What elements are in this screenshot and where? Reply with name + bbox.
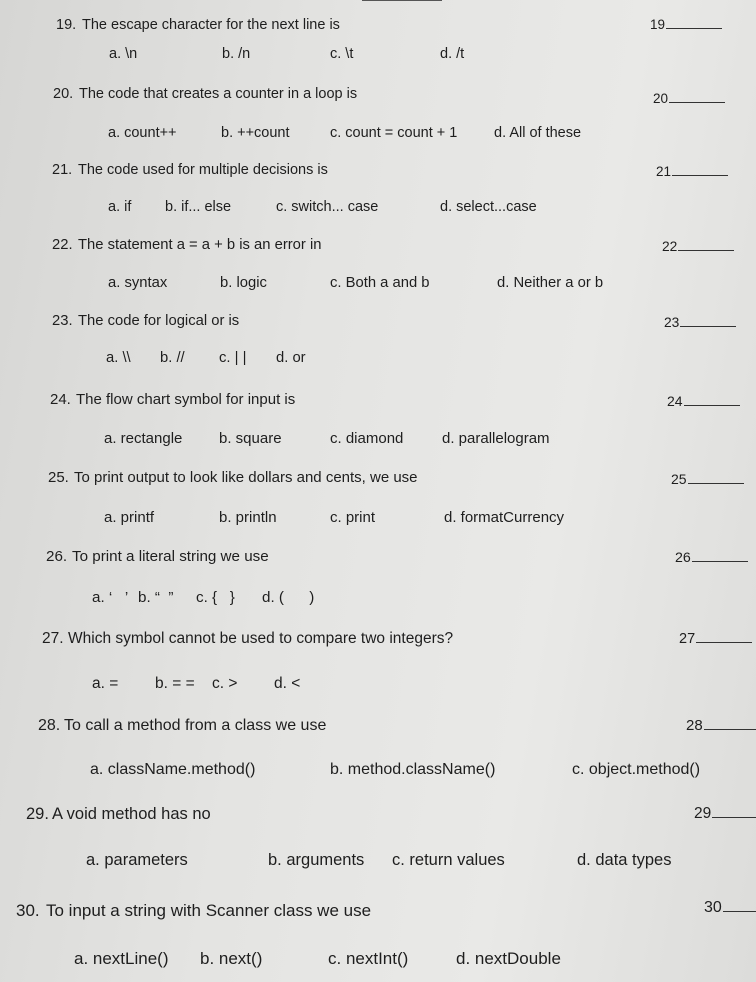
answer-blank[interactable]: 25 (671, 472, 744, 486)
answer-option: a. count++ (108, 125, 177, 141)
answer-option: c. object.method() (572, 761, 701, 778)
question-number: 28. (38, 717, 61, 734)
question-text: The flow chart symbol for input is (76, 391, 296, 408)
answer-option: a. nextLine() (74, 949, 169, 968)
answer-blank[interactable]: 19 (650, 18, 722, 32)
question-number: 22. (52, 237, 73, 253)
answer-option: a. if (108, 199, 132, 215)
answer-blank[interactable]: 23 (664, 316, 736, 330)
question-text: The code used for multiple decisions is (78, 162, 328, 178)
answer-option: b. if... else (165, 199, 232, 215)
answer-option: d. /t (440, 46, 465, 62)
question-number: 26. (46, 548, 68, 565)
question-text: A void method has no (52, 805, 211, 823)
answer-option: c. { } (196, 589, 235, 606)
answer-option: b. println (219, 509, 277, 526)
answer-option: d. All of these (494, 125, 582, 141)
answer-option: b. // (160, 350, 185, 366)
answer-option: c. \t (330, 46, 354, 62)
answer-option: c. switch... case (276, 199, 379, 215)
answer-option: d. select...case (440, 199, 537, 215)
question-number: 20. (53, 86, 74, 102)
question-text: The escape character for the next line is (82, 17, 340, 33)
question-text: To print a literal string we use (72, 548, 269, 565)
answer-option: d. or (276, 350, 306, 366)
answer-option: d. ( ) (262, 589, 315, 606)
answer-option: b. ++count (221, 125, 290, 141)
answer-blank[interactable]: 26 (675, 551, 748, 565)
answer-option: a. className.method() (90, 761, 256, 778)
answer-option: b. = = (155, 675, 195, 692)
answer-option: c. nextInt() (328, 949, 409, 968)
answer-option: b. “ ” (138, 589, 174, 606)
question-number: 27. (42, 630, 64, 647)
question-text: The code that creates a counter in a loop is (79, 86, 358, 102)
question-number: 21. (52, 162, 73, 178)
answer-option: b. method.className() (330, 761, 496, 778)
question-number: 23. (52, 313, 73, 329)
question-text: To call a method from a class we use (64, 717, 327, 734)
answer-option: a. syntax (108, 275, 168, 291)
answer-option: d. formatCurrency (444, 509, 565, 526)
question-text: The code for logical or is (78, 313, 240, 329)
question-number: 24. (50, 391, 71, 408)
answer-option: b. logic (220, 275, 267, 291)
answer-option: d. Neither a or b (497, 275, 604, 291)
question-text: The statement a = a + b is an error in (78, 237, 322, 253)
question-text: To input a string with Scanner class we use (46, 901, 372, 920)
answer-option: a. \n (109, 46, 138, 62)
question-text: To print output to look like dollars and cents, we use (74, 469, 418, 486)
answer-option: d. data types (577, 851, 672, 869)
answer-option: b. square (219, 430, 282, 447)
answer-option: d. < (274, 675, 301, 692)
answer-option: b. next() (200, 949, 263, 968)
answer-option: a. \\ (106, 350, 131, 366)
answer-option: d. parallelogram (442, 430, 550, 447)
answer-option: c. count = count + 1 (330, 125, 458, 141)
answer-blank[interactable]: 29 (694, 806, 756, 822)
answer-blank[interactable]: 27 (679, 632, 752, 647)
page-edge-line (362, 0, 442, 1)
answer-option: a. parameters (86, 851, 188, 869)
answer-option: c. Both a and b (330, 275, 430, 291)
question-number: 25. (48, 469, 69, 486)
answer-option: a. rectangle (104, 430, 183, 447)
answer-blank[interactable]: 20 (653, 92, 725, 106)
answer-option: a. printf (104, 509, 155, 526)
answer-option: d. nextDouble (456, 949, 561, 968)
answer-option: b. arguments (268, 851, 365, 869)
answer-option: c. print (330, 509, 376, 526)
answer-option: c. return values (392, 851, 505, 869)
answer-blank[interactable]: 28 (686, 718, 756, 733)
answer-option: a. ‘ ’ (92, 589, 129, 606)
answer-blank[interactable]: 30 (704, 900, 756, 916)
answer-option: c. > (212, 675, 238, 692)
question-number: 30. (16, 901, 40, 920)
question-number: 29. (26, 805, 49, 823)
question-text: Which symbol cannot be used to compare two integers? (68, 630, 454, 647)
question-number: 19. (56, 17, 77, 33)
answer-option: c. | | (219, 350, 247, 366)
answer-blank[interactable]: 21 (656, 165, 728, 179)
answer-blank[interactable]: 22 (662, 240, 734, 254)
answer-option: c. diamond (330, 430, 404, 447)
answer-option: b. /n (222, 46, 251, 62)
answer-blank[interactable]: 24 (667, 394, 740, 408)
answer-option: a. = (92, 675, 119, 692)
